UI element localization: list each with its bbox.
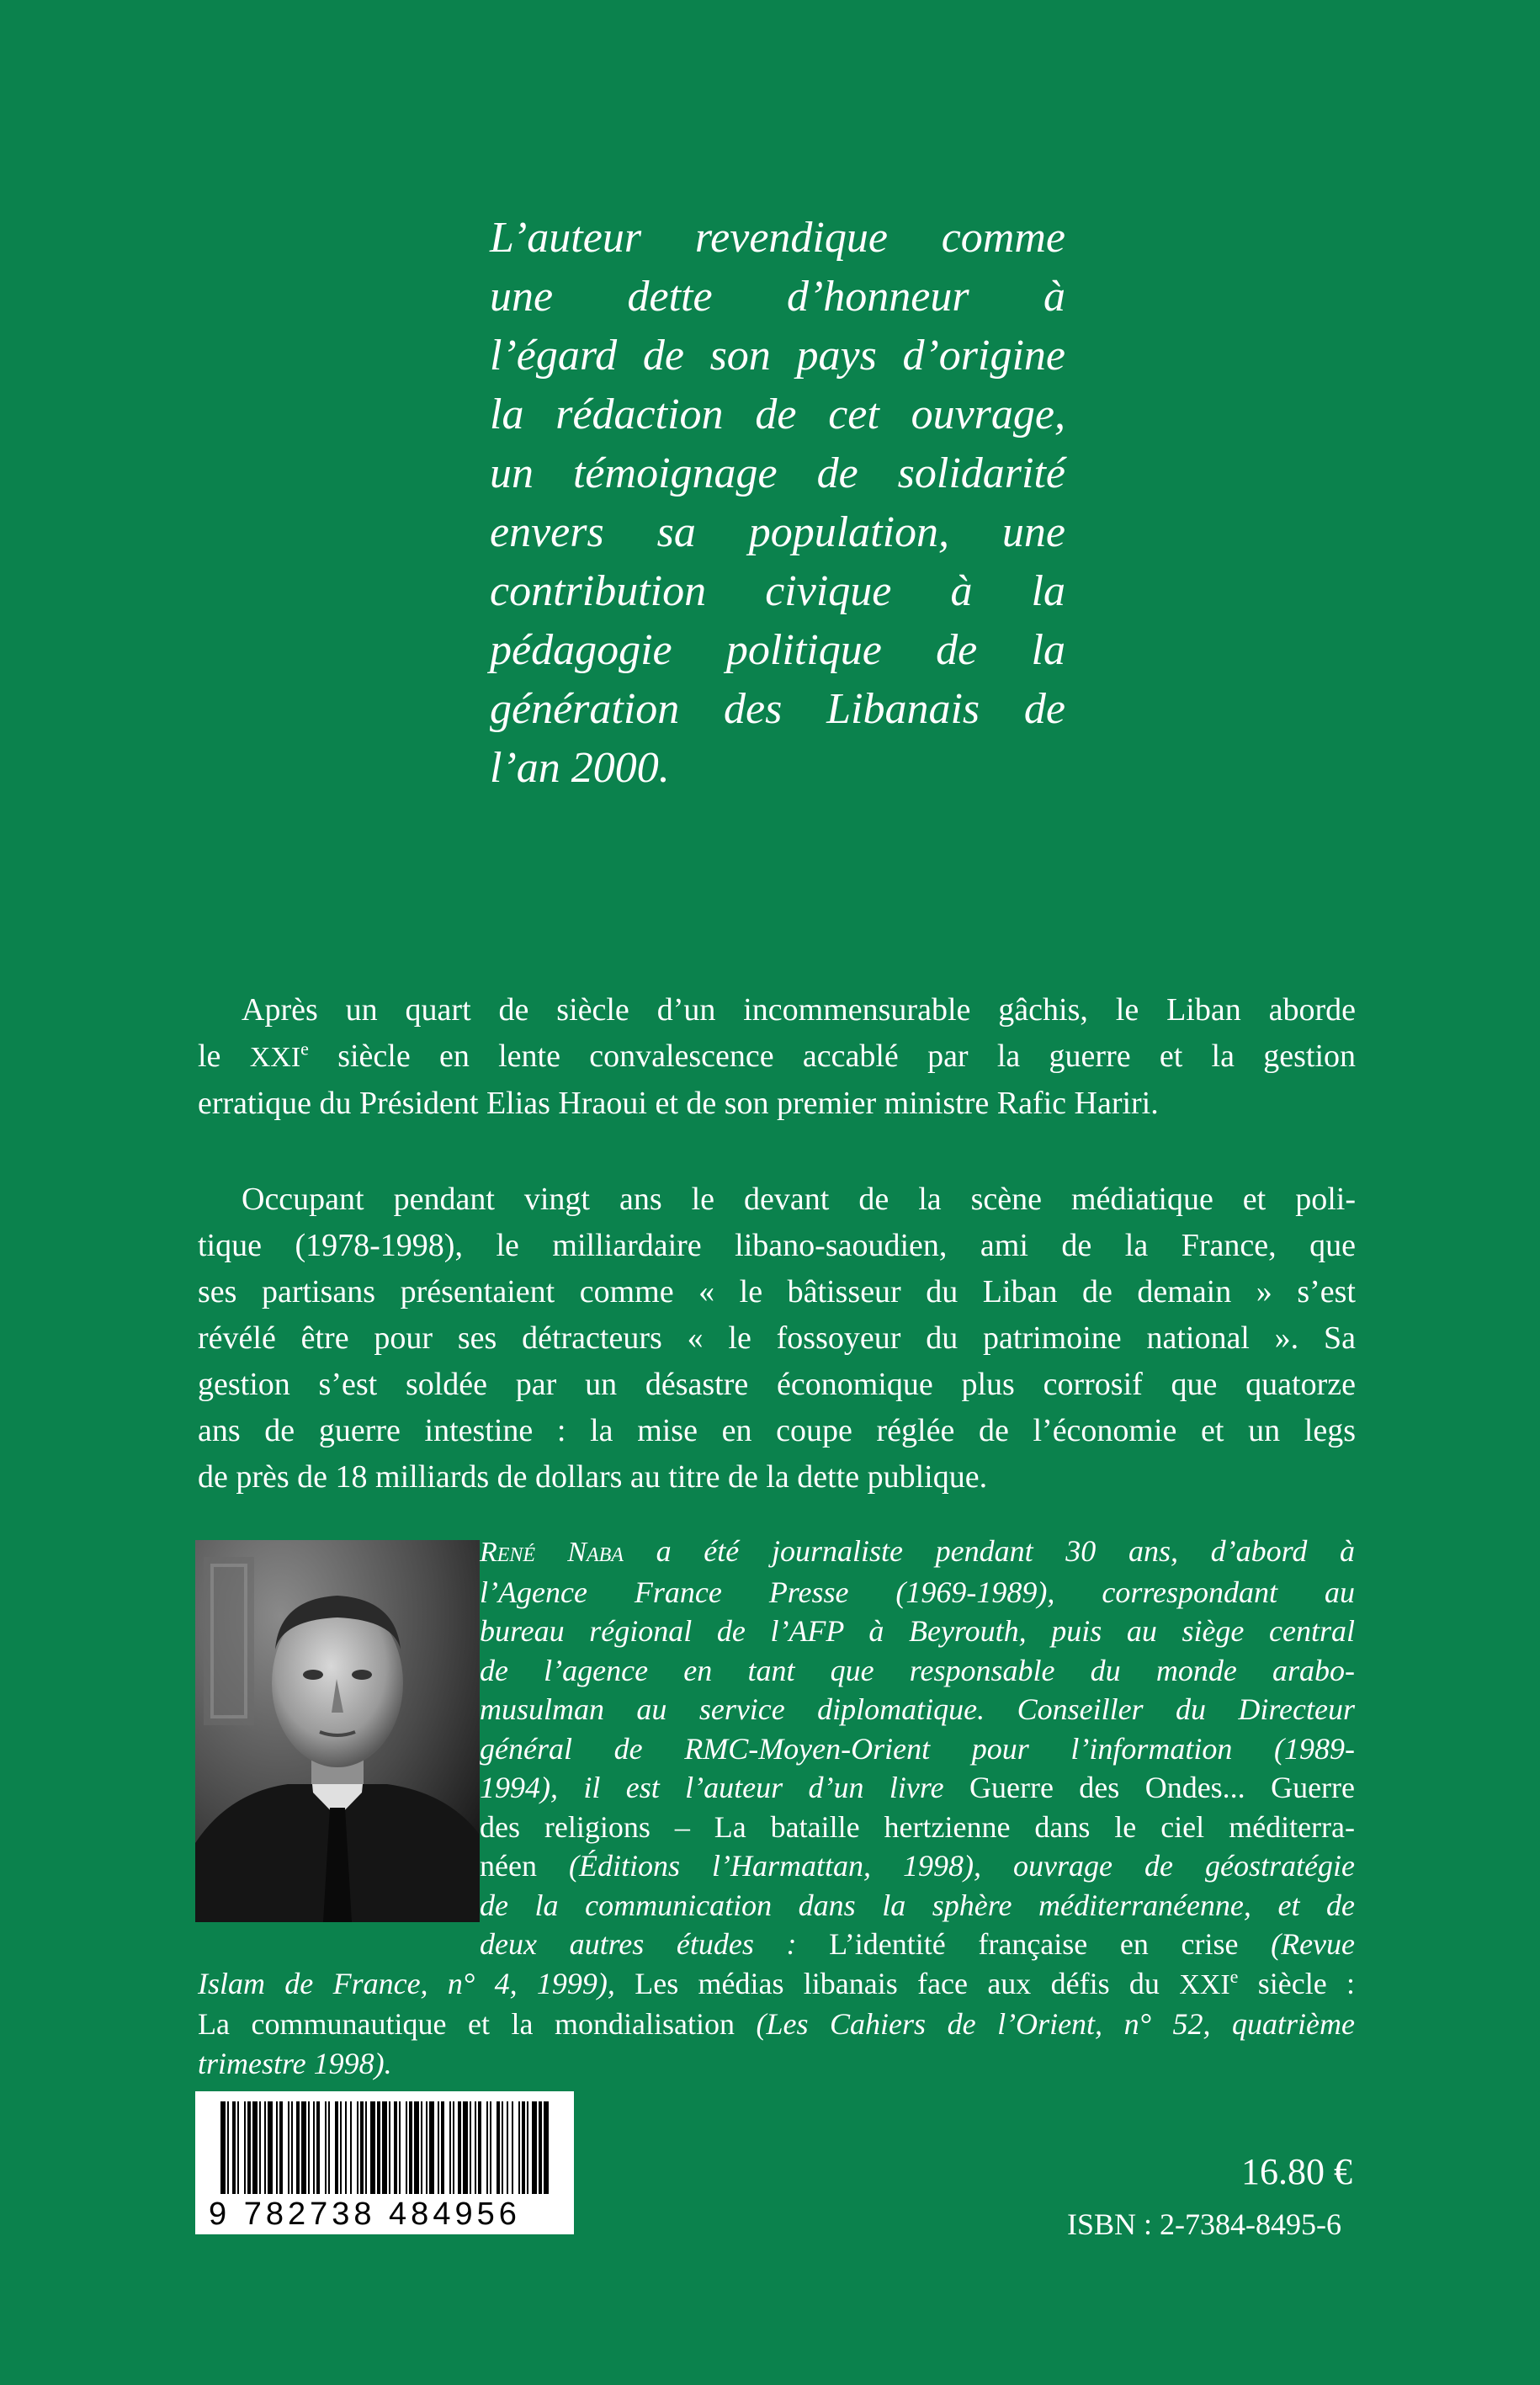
bio-text: (Éditions l’Harmattan, 1998), ouvrage de géostratégie	[569, 1849, 1356, 1883]
bio-text: de l’agence en tant que responsable du monde arabo-	[480, 1653, 1355, 1687]
barcode-bar	[291, 2101, 293, 2194]
barcode-bar	[406, 2101, 407, 2194]
paragraph-line: Après un quart de siècle d’un incommensurable gâchis, le Liban aborde	[242, 992, 1356, 1028]
barcode-bar	[421, 2101, 422, 2194]
bio-text: Islam de France, n° 4, 1999),	[198, 1966, 615, 2000]
quote-line: L’auteur revendique comme	[490, 214, 1065, 262]
book-title: des religions – La bataille hertzienne dans le ciel méditerra-	[480, 1809, 1355, 1844]
quote-line: contribution civique à la	[490, 567, 1065, 615]
bio-line	[198, 1925, 1355, 1964]
barcode-bar	[264, 2101, 266, 2194]
barcode-bar	[438, 2101, 439, 2194]
quote-line: l’an 2000.	[490, 744, 670, 792]
study-title: Les médias libanais face aux défis du	[635, 1966, 1160, 2000]
barcode-bar	[458, 2101, 461, 2194]
barcode-bar	[502, 2101, 503, 2194]
barcode-bar	[522, 2101, 525, 2194]
barcode-bar	[486, 2101, 488, 2194]
paragraph-line: ses partisans présentaient comme « le bâtisseur du Liban de demain » s’est	[198, 1274, 1356, 1309]
barcode-bar	[335, 2101, 338, 2194]
barcode-bar	[301, 2101, 306, 2194]
back-cover-quote	[490, 209, 1065, 798]
barcode-bar	[276, 2101, 278, 2194]
bio-line	[198, 1690, 1355, 1729]
barcode-bar	[441, 2101, 444, 2194]
quote-line: pédagogie politique de la	[490, 626, 1065, 674]
barcode-bar	[288, 2101, 289, 2194]
barcode-bar	[328, 2101, 330, 2194]
summary-paragraph-2	[198, 1177, 1356, 1501]
study-title: La communautique et la mondialisation	[198, 2007, 735, 2041]
bio-text: musulman au service diplomatique. Conseiller du Directeur	[480, 1692, 1355, 1726]
barcode-bar	[414, 2101, 419, 2194]
barcode-bar	[527, 2101, 528, 2194]
barcode-bar	[279, 2101, 283, 2194]
barcode-bar	[507, 2101, 508, 2194]
bio-line	[198, 2005, 1355, 2044]
paragraph-line: ans de guerre intestine : la mise en coupe réglée de l’économie et un legs	[198, 1413, 1356, 1448]
barcode-bar	[360, 2101, 364, 2194]
quote-line: la rédaction de cet ouvrage,	[490, 390, 1065, 438]
barcode-bar	[429, 2101, 434, 2194]
barcode-bar	[394, 2101, 397, 2194]
bio-line	[198, 1964, 1355, 2005]
barcode-bar	[365, 2101, 367, 2194]
paragraph-line: de près de 18 milliards de dollars au titre de la dette publique.	[198, 1459, 988, 1495]
bio-text: deux autres études :	[480, 1927, 797, 1961]
barcode-bar	[220, 2101, 226, 2194]
bio-text: bureau régional de l’AFP à Beyrouth, puis au siège central	[480, 1614, 1355, 1648]
book-title: néen	[480, 1849, 537, 1883]
paragraph-line	[198, 1033, 1356, 1081]
quote-line: génération des Libanais de	[490, 685, 1065, 733]
barcode-bar	[490, 2101, 491, 2194]
bio-line	[198, 1651, 1355, 1691]
barcode-bar	[382, 2101, 387, 2194]
barcode-bar	[512, 2101, 513, 2194]
paragraph-line: révélé être pour ses détracteurs « le fossoyeur du patrimoine national ». Sa	[198, 1320, 1356, 1356]
bio-text: (Revue	[1271, 1927, 1356, 1961]
barcode-bar	[247, 2101, 251, 2194]
barcode-bar	[268, 2101, 273, 2194]
paragraph-line: Occupant pendant vingt ans le devant de la scène médiatique et poli-	[242, 1182, 1356, 1217]
study-title: L’identité française en crise	[829, 1927, 1239, 1961]
barcode-bar	[532, 2101, 537, 2194]
barcode-bar	[544, 2101, 549, 2194]
bio-line	[198, 1573, 1355, 1612]
century-numeral: XXI	[1179, 1968, 1230, 2000]
line-text: siècle en lente convalescence accablé par la guerre et la gestion	[337, 1038, 1357, 1074]
bio-text: de la communication dans la sphère méditerranéenne, et de	[480, 1888, 1355, 1922]
barcode-bar	[409, 2101, 412, 2194]
quote-line: l’égard de son pays d’origine	[490, 332, 1065, 380]
barcode-bar	[345, 2101, 347, 2194]
barcode-bar	[399, 2101, 401, 2194]
century-superscript: e	[300, 1038, 309, 1060]
paragraph-line: gestion s’est soldée par un désastre économique plus corrosif que quatorze	[198, 1367, 1356, 1402]
quote-line: une dette d’honneur à	[490, 273, 1065, 321]
bio-line	[198, 1886, 1355, 1926]
barcode-bar	[244, 2101, 246, 2194]
summary-paragraph-1	[198, 987, 1356, 1127]
isbn: ISBN : 2-7384-8495-6	[1067, 2207, 1341, 2241]
paragraph-line: tique (1978-1998), le milliardaire libano-saoudien, ami de la France, que	[198, 1228, 1356, 1263]
study-title: siècle :	[1257, 1966, 1356, 2000]
barcode-bar	[313, 2101, 315, 2194]
barcode-bar	[426, 2101, 427, 2194]
century-superscript: e	[1229, 1965, 1239, 1987]
bio-line	[198, 1846, 1355, 1886]
quote-line: envers sa population, une	[490, 508, 1065, 556]
bio-line	[198, 1808, 1355, 1847]
quote-line: un témoignage de solidarité	[490, 449, 1065, 497]
century-numeral: XXI	[249, 1042, 301, 1073]
barcode-bar	[539, 2101, 542, 2194]
bio-text: l’Agence France Presse (1969-1989), correspondant au	[480, 1575, 1355, 1609]
barcode-bar	[350, 2101, 352, 2194]
barcode-bar	[237, 2101, 239, 2194]
barcode-bar	[518, 2101, 520, 2194]
barcode-bar	[316, 2101, 320, 2194]
author-name: René Naba	[480, 1537, 624, 1568]
price: 16.80 €	[1241, 2151, 1352, 2192]
bio-line	[198, 1768, 1355, 1808]
bio-text: (Les Cahiers de l’Orient, n° 52, quatrième	[756, 2007, 1355, 2041]
paragraph-line: erratique du Président Elias Hraoui et de son premier ministre Rafic Hariri.	[198, 1086, 1159, 1121]
barcode-bar	[227, 2101, 229, 2194]
line-prefix: le	[198, 1038, 221, 1074]
author-biography	[198, 1532, 1355, 2083]
bio-line	[198, 1729, 1355, 1769]
barcode-bar	[453, 2101, 454, 2194]
barcode-bar	[325, 2101, 327, 2194]
bio-text: général de RMC-Moyen-Orient pour l’information (1989-	[480, 1731, 1355, 1766]
barcode-bar	[377, 2101, 380, 2194]
barcode-bar	[357, 2101, 358, 2194]
barcode-bar	[449, 2101, 451, 2194]
bio-line	[198, 2044, 1355, 2084]
bio-line	[198, 1612, 1355, 1651]
barcode-bar	[308, 2101, 310, 2194]
barcode-bar	[252, 2101, 258, 2194]
barcode-bar	[232, 2101, 236, 2194]
barcode-bar	[497, 2101, 500, 2194]
bio-line	[198, 1532, 1355, 1573]
barcode-bar	[340, 2101, 342, 2194]
barcode-number: 9 782738 484956	[209, 2196, 521, 2232]
bio-text: 1994), il est l’auteur d’un livre	[480, 1771, 944, 1804]
barcode-bar	[389, 2101, 390, 2194]
barcode-bar	[296, 2101, 300, 2194]
barcode-bar	[470, 2101, 471, 2194]
barcode-bar	[478, 2101, 481, 2194]
book-title: Guerre des Ondes... Guerre	[969, 1771, 1356, 1804]
barcode-bar	[370, 2101, 375, 2194]
barcode-bar	[463, 2101, 468, 2194]
bio-text: trimestre 1998).	[198, 2046, 392, 2080]
barcode-bar	[475, 2101, 476, 2194]
bio-text: a été journaliste pendant 30 ans, d’abord à	[656, 1534, 1355, 1568]
barcode-bar	[259, 2101, 261, 2194]
